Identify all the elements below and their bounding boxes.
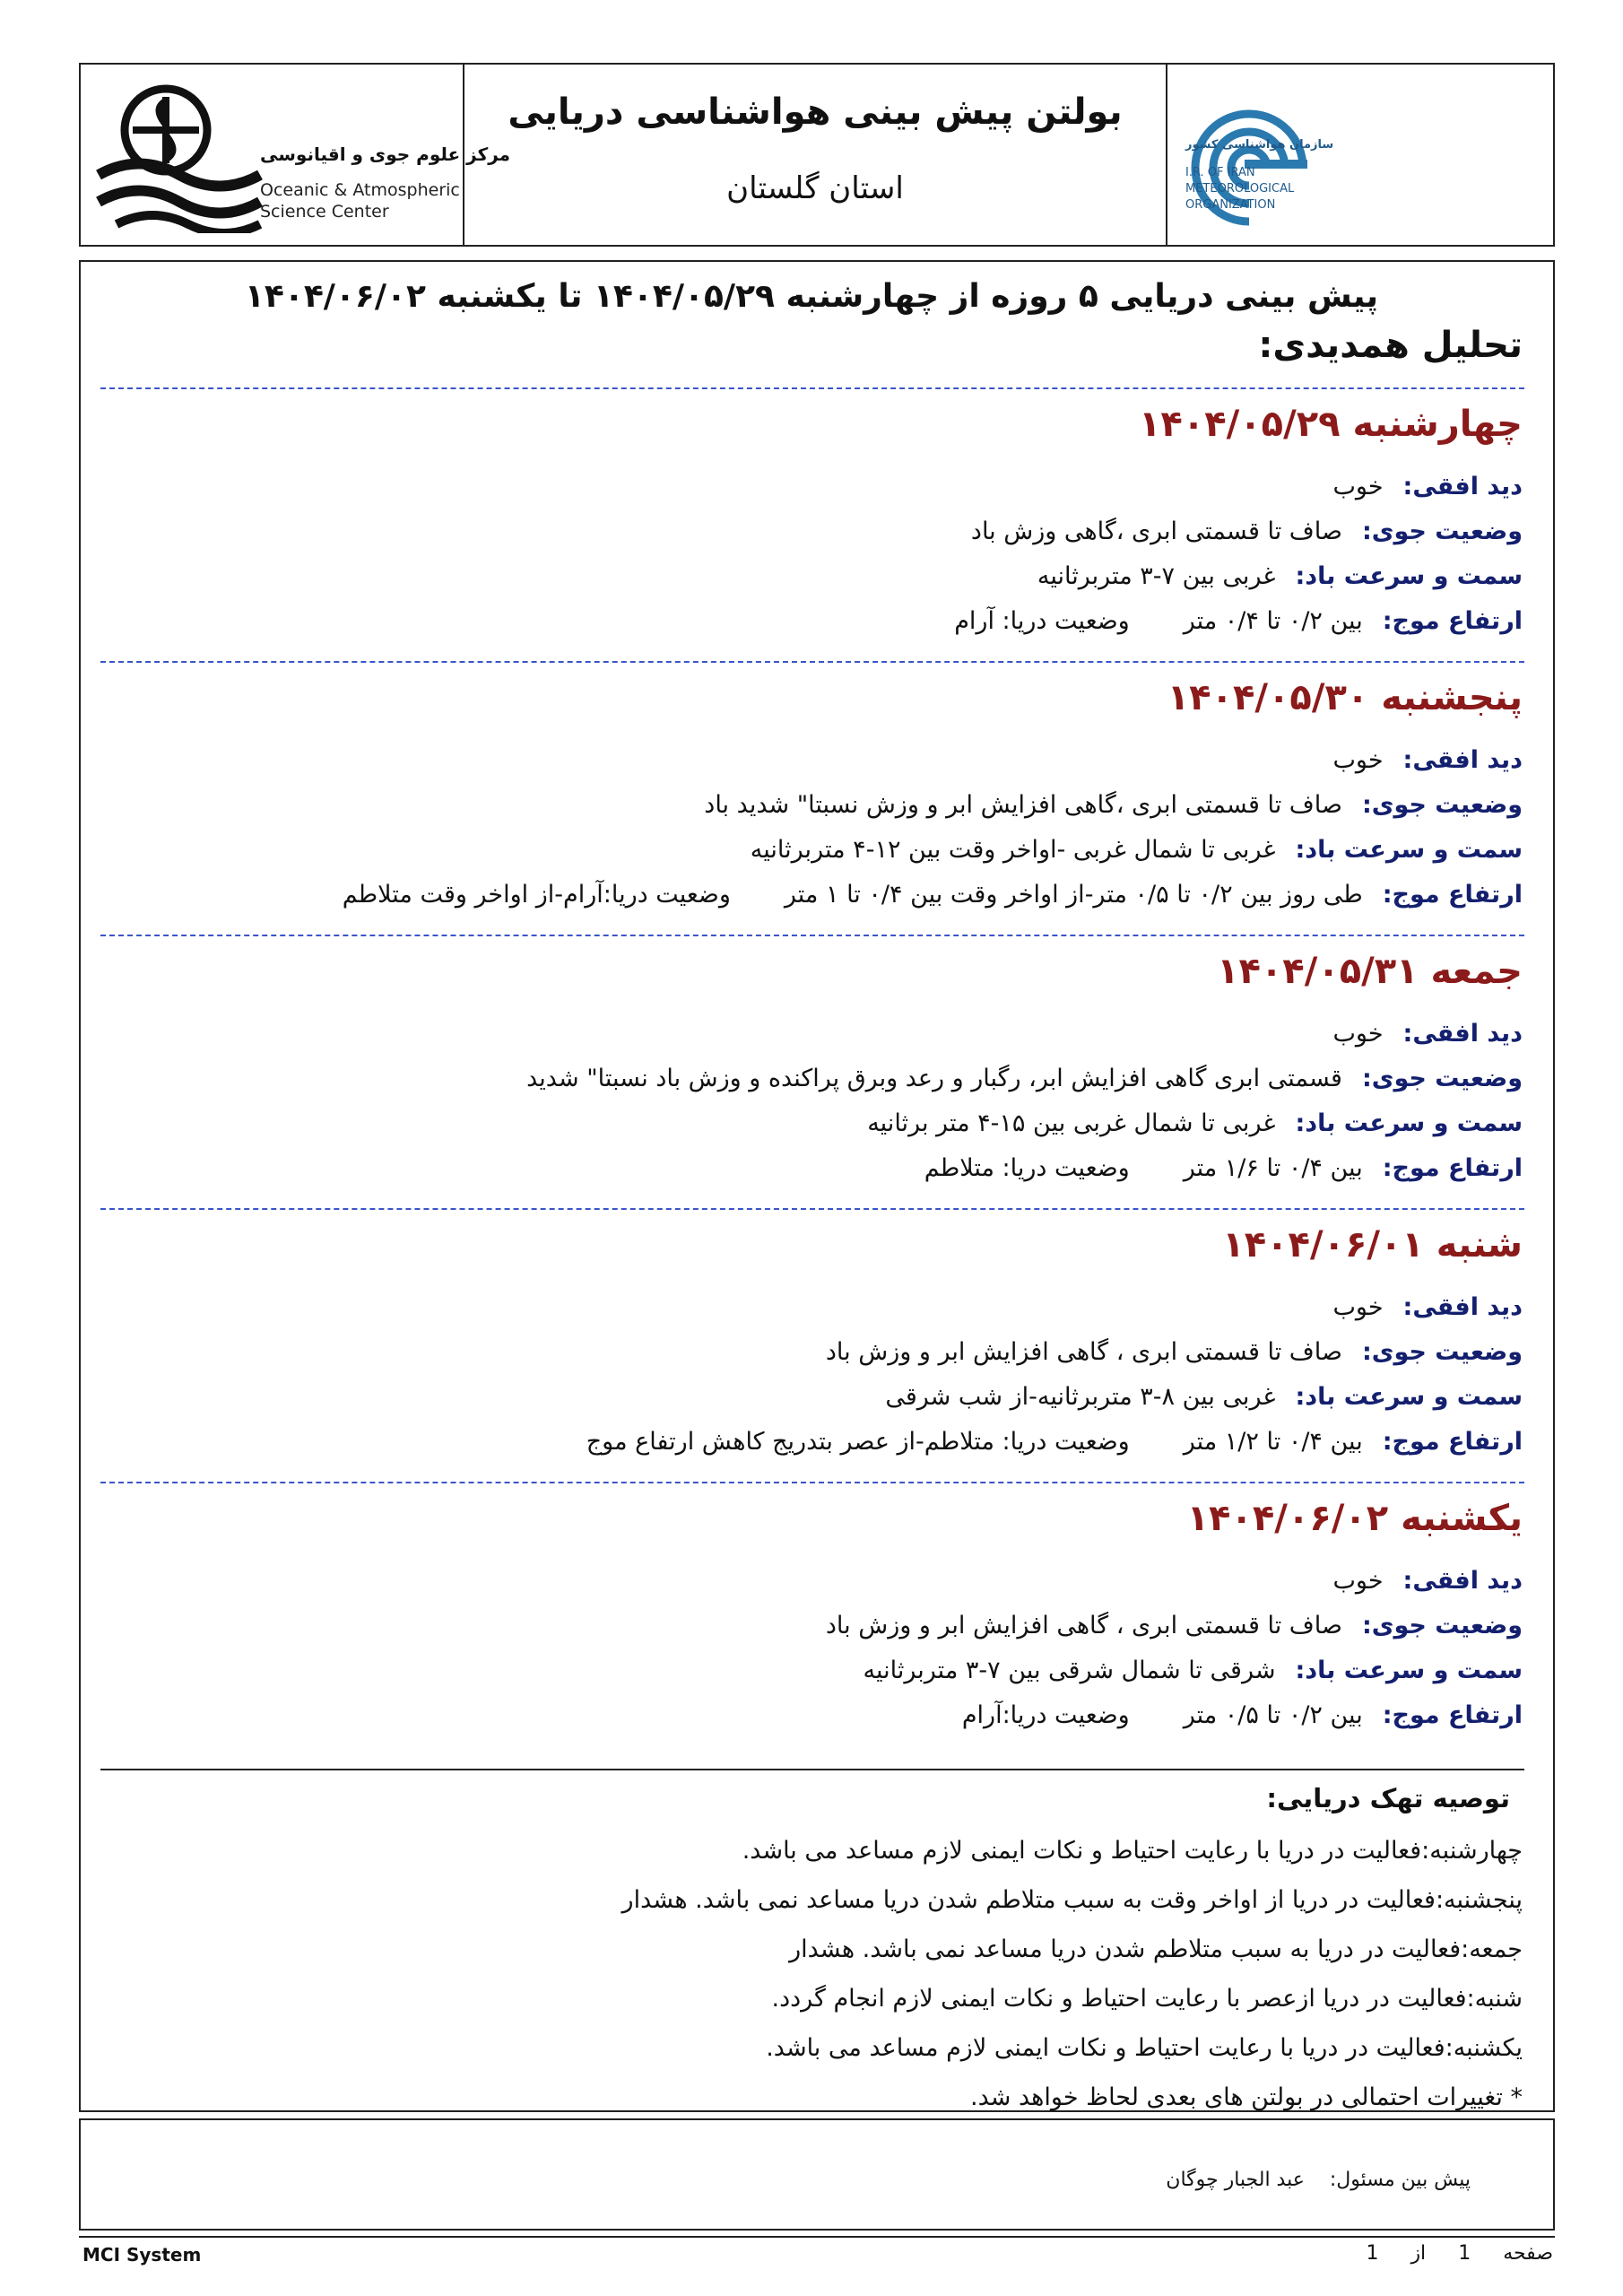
sea-state-value: وضعیت دریا:آرام-از اواخر وقت متلاطم — [342, 881, 731, 909]
sea-state-value: وضعیت دریا:آرام — [961, 1701, 1130, 1729]
wave-label: ارتفاع موج: — [1382, 1701, 1523, 1729]
wave-row — [99, 873, 1523, 918]
wave-value: بین ۰/۲ تا ۰/۴ متر — [1183, 607, 1363, 635]
day-title: پنجشنبه ۱۴۰۴/۰۵/۳۰ — [1167, 677, 1523, 718]
system-name: MCI System — [82, 2244, 202, 2266]
divider — [100, 1482, 1524, 1483]
irimo-name-en: I.R. OF IRAN METEOROLOGICAL ORGANIZATION — [1185, 166, 1295, 212]
wave-row — [99, 1420, 1523, 1465]
ocean-center-name-fa: مرکز علوم جوی و اقیانوسی — [260, 144, 511, 165]
wave-value: بین ۰/۴ تا ۱/۶ متر — [1183, 1154, 1363, 1182]
visibility-value: خوب — [1332, 473, 1384, 500]
page-number — [1366, 2242, 1553, 2265]
marine-advice-section — [88, 1783, 1523, 2122]
page-total: 1 — [1366, 2242, 1379, 2265]
forecaster-signature — [1166, 2169, 1471, 2191]
wind-row — [99, 1375, 1523, 1420]
advice-heading: توصیه تهک دریایی: — [1266, 1783, 1510, 1813]
day-title: یکشنبه ۱۴۰۴/۰۶/۰۲ — [1186, 1498, 1523, 1539]
wave-label: ارتفاع موج: — [1382, 1154, 1523, 1182]
wind-label: سمت و سرعت باد: — [1295, 562, 1523, 590]
advice-line: چهارشنبه:فعالیت در دریا با رعایت احتیاط و نکات ایمنی لازم مساعد می باشد. — [742, 1837, 1523, 1865]
visibility-label: دید افقی: — [1402, 473, 1523, 500]
visibility-value: خوب — [1332, 1567, 1384, 1595]
wind-label: سمت و سرعت باد: — [1295, 1383, 1523, 1411]
sea-state-value: وضعیت دریا: آرام — [954, 607, 1130, 635]
weather-label: وضعیت جوی: — [1361, 1338, 1523, 1366]
wave-label: ارتفاع موج: — [1382, 881, 1523, 909]
divider — [100, 935, 1524, 936]
sea-state-value: وضعیت دریا: متلاطم-از عصر بتدریج کاهش ارتفاع موج — [586, 1428, 1130, 1456]
day-forecast-5 — [99, 1498, 1523, 1738]
weather-label: وضعیت جوی: — [1361, 791, 1523, 819]
visibility-row — [99, 1012, 1523, 1057]
wind-row — [99, 828, 1523, 873]
weather-row — [99, 1330, 1523, 1375]
divider — [100, 387, 1524, 389]
visibility-value: خوب — [1332, 1020, 1384, 1048]
wave-value: بین ۰/۲ تا ۰/۵ متر — [1183, 1701, 1363, 1729]
wind-value: غربی بین ۸-۳ متربرثانیه-از شب شرقی — [885, 1383, 1276, 1411]
page-current: 1 — [1458, 2242, 1471, 2265]
synoptic-analysis-heading: تحلیل همدیدی: — [1258, 325, 1523, 366]
weather-row — [99, 509, 1523, 554]
page-word: صفحه — [1503, 2242, 1553, 2265]
wave-value: طی روز بین ۰/۲ تا ۰/۵ متر-از اواخر وقت بین ۰/۴ تا ۱ متر — [784, 881, 1363, 909]
wave-label: ارتفاع موج: — [1382, 1428, 1523, 1456]
wind-value: غربی بین ۷-۳ متربرثانیه — [1037, 562, 1276, 590]
visibility-row — [99, 738, 1523, 783]
ocean-center-logo-cell — [81, 65, 511, 245]
advice-line: جمعه:فعالیت در دریا به سبب متلاطم شدن دریا مساعد نمی باشد. هشدار — [789, 1935, 1523, 1963]
wind-label: سمت و سرعت باد: — [1295, 836, 1523, 864]
header-title-cell — [464, 65, 1167, 245]
bulletin-title: بولتن پیش بینی هواشناسی دریایی — [508, 91, 1123, 133]
weather-label: وضعیت جوی: — [1361, 1612, 1523, 1639]
wind-value: غربی تا شمال غربی بین ۱۵-۴ متر برثانیه — [867, 1109, 1276, 1137]
wind-value: شرقی تا شمال شرقی بین ۷-۳ متربرثانیه — [863, 1657, 1276, 1684]
advice-note: * تغییرات احتمالی در بولتن های بعدی لحاظ خواهد شد. — [970, 2083, 1523, 2111]
province-name: استان گلستان — [726, 170, 904, 206]
day-title: جمعه ۱۴۰۴/۰۵/۳۱ — [1217, 951, 1523, 992]
weather-row — [99, 1604, 1523, 1648]
day-title: چهارشنبه ۱۴۰۴/۰۵/۲۹ — [1139, 404, 1523, 445]
weather-value: صاف تا قسمتی ابری ، گاهی افزایش ابر و وزش باد — [825, 1338, 1342, 1366]
visibility-label: دید افقی: — [1402, 1567, 1523, 1595]
wind-value: غربی تا شمال غربی -اواخر وقت بین ۱۲-۴ متربرثانیه — [750, 836, 1276, 864]
bulletin-header — [79, 63, 1555, 247]
ocean-center-name-en: Oceanic & Atmospheric Science Center — [260, 180, 460, 222]
weather-label: وضعیت جوی: — [1361, 517, 1523, 545]
day-title: شنبه ۱۴۰۴/۰۶/۰۱ — [1222, 1224, 1523, 1265]
visibility-label: دید افقی: — [1402, 1020, 1523, 1048]
visibility-label: دید افقی: — [1402, 746, 1523, 774]
advice-line: شنبه:فعالیت در دریا ازعصر با رعایت احتیاط و نکات ایمنی لازم انجام گردد. — [771, 1985, 1523, 2013]
visibility-row — [99, 1285, 1523, 1330]
wave-row — [99, 599, 1523, 644]
visibility-value: خوب — [1332, 1293, 1384, 1321]
weather-label: وضعیت جوی: — [1361, 1065, 1523, 1092]
advice-line: یکشنبه:فعالیت در دریا با رعایت احتیاط و نکات ایمنی لازم مساعد می باشد. — [766, 2034, 1523, 2062]
weather-row — [99, 1057, 1523, 1101]
irimo-name-fa: سازمان هواشناسی کشور — [1185, 138, 1334, 152]
page-of-word: از — [1410, 2242, 1427, 2265]
weather-value: صاف تا قسمتی ابری ،گاهی وزش باد — [970, 517, 1342, 545]
wind-label: سمت و سرعت باد: — [1295, 1657, 1523, 1684]
visibility-row — [99, 1559, 1523, 1604]
wind-label: سمت و سرعت باد: — [1295, 1109, 1523, 1137]
divider — [100, 661, 1524, 663]
divider — [100, 1208, 1524, 1210]
day-forecast-1 — [99, 404, 1523, 644]
wind-row — [99, 1648, 1523, 1693]
visibility-label: دید افقی: — [1402, 1293, 1523, 1321]
visibility-row — [99, 465, 1523, 509]
wind-row — [99, 554, 1523, 599]
forecast-period-title: پیش بینی دریایی ۵ روزه از چهارشنبه ۱۴۰۴/۰۵/۲۹ تا یکشنبه ۱۴۰۴/۰۶/۰۲ — [244, 278, 1379, 315]
day-forecast-2 — [99, 677, 1523, 918]
wind-row — [99, 1101, 1523, 1146]
weather-value: قسمتی ابری گاهی افزایش ابر، رگبار و رعد وبرق پراکنده و وزش باد نسبتا" شدید — [526, 1065, 1342, 1092]
advice-divider — [100, 1769, 1524, 1770]
wave-row — [99, 1693, 1523, 1738]
irimo-logo-cell — [1167, 65, 1553, 245]
ocean-center-logo-icon — [90, 81, 269, 233]
forecaster-label: پیش بین مسئول: — [1329, 2169, 1471, 2191]
weather-row — [99, 783, 1523, 828]
wave-label: ارتفاع موج: — [1382, 607, 1523, 635]
forecaster-name: عبد الجبار چوگان — [1166, 2169, 1305, 2191]
visibility-value: خوب — [1332, 746, 1384, 774]
advice-line: پنجشنبه:فعالیت در دریا از اواخر وقت به سبب متلاطم شدن دریا مساعد نمی باشد. هشدار — [621, 1886, 1523, 1914]
footer-divider — [79, 2236, 1555, 2238]
weather-value: صاف تا قسمتی ابری ،گاهی افزایش ابر و وزش نسبتا" شدید باد — [704, 791, 1342, 819]
weather-value: صاف تا قسمتی ابری ، گاهی افزایش ابر و وزش باد — [825, 1612, 1342, 1639]
wave-value: بین ۰/۴ تا ۱/۲ متر — [1183, 1428, 1363, 1456]
sea-state-value: وضعیت دریا: متلاطم — [924, 1154, 1130, 1182]
wave-row — [99, 1146, 1523, 1191]
day-forecast-4 — [99, 1224, 1523, 1465]
day-forecast-3 — [99, 951, 1523, 1191]
